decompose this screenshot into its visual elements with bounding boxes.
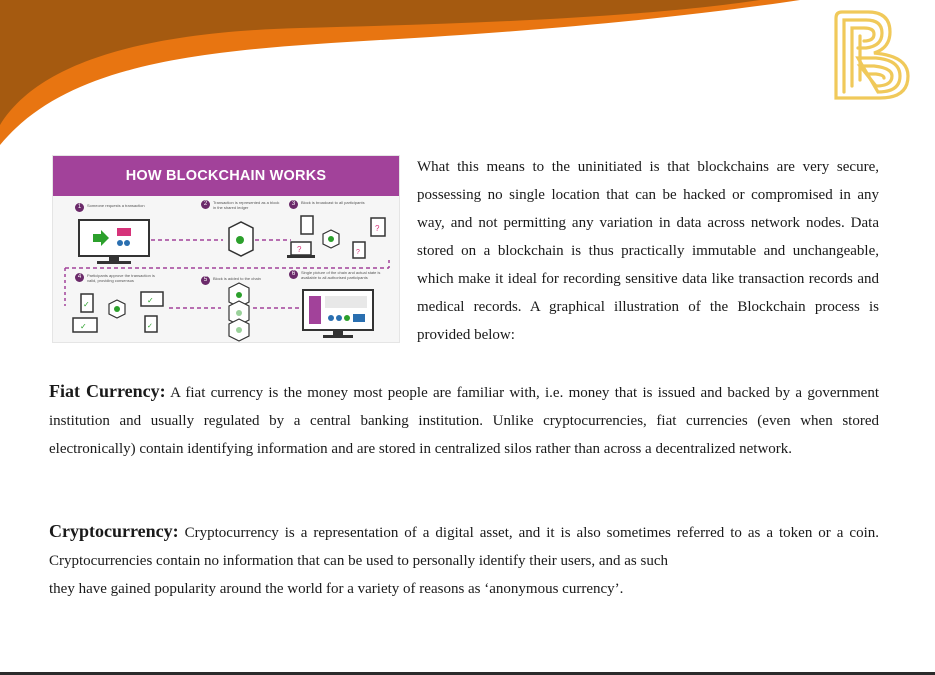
step-number: 2 xyxy=(201,200,210,209)
svg-text:✓: ✓ xyxy=(83,300,90,309)
intro-paragraph: What this means to the uninitiated is that blockchains are very secure, possessing no single location that can be hacked or compromised in any way, and not permitting any variation in data across network nodes. Data stored on a blockchain is thus practically immutable and unchangeable, which make it ideal for recording sensitive data like transaction records and medical records. A graphical illustration of the Blockchain process is provided below: xyxy=(417,159,879,343)
blockchain-infographic xyxy=(52,155,400,343)
fiat-currency-text: A fiat currency is the money most people are familiar with, i.e. money that is issued and backed by a government institution and usually regulated by a central banking institution. Unlike cryptocurrencies, fiat currencies (even when stored electronically) contain identifying information and are stored in centralized silos rather than across a decentralized network. xyxy=(49,385,879,457)
step-number: 1 xyxy=(75,203,84,212)
svg-text:✓: ✓ xyxy=(147,323,153,330)
svg-text:?: ? xyxy=(375,224,380,233)
cryptocurrency-text: Cryptocurrency is a representation of a digital asset, and it is also sometimes referred to as a token or a coin. Cryptocurrencies contain no information that can be used to personally identify their users, and as such xyxy=(49,525,879,569)
svg-text:?: ? xyxy=(356,249,360,256)
cryptocurrency-paragraph xyxy=(49,517,879,603)
step-number: 6 xyxy=(289,270,298,279)
infographic-title: HOW BLOCKCHAIN WORKS xyxy=(53,156,399,196)
svg-text:✓: ✓ xyxy=(147,296,154,305)
fiat-currency-paragraph xyxy=(49,377,879,463)
step-number: 3 xyxy=(289,200,298,209)
step-number: 4 xyxy=(75,273,84,282)
infographic-illustration xyxy=(53,156,399,342)
svg-text:✓: ✓ xyxy=(80,322,87,331)
step-caption: Participants approve the transaction is valid, providing consensus xyxy=(87,273,155,283)
step-caption: Someone requests a transaction xyxy=(87,203,145,208)
brand-logo-icon xyxy=(828,8,914,102)
cryptocurrency-text-continued: they have gained popularity around the world for a variety of reasons as ‘anonymous currency’. xyxy=(49,581,624,597)
header-swoosh-decoration xyxy=(0,0,800,145)
fiat-currency-term: Fiat Currency: xyxy=(49,381,166,401)
cryptocurrency-term: Cryptocurrency: xyxy=(49,521,179,541)
step-caption: Block is added to the chain xyxy=(213,276,261,281)
step-number: 5 xyxy=(201,276,210,285)
step-caption: Single picture of the chain and actual state is available to all authorised participants xyxy=(301,270,381,280)
svg-text:?: ? xyxy=(297,245,302,254)
step-caption: Transaction is represented as a block in the shared ledger xyxy=(213,200,280,210)
step-caption: Block is broadcast to all participants xyxy=(301,200,365,205)
